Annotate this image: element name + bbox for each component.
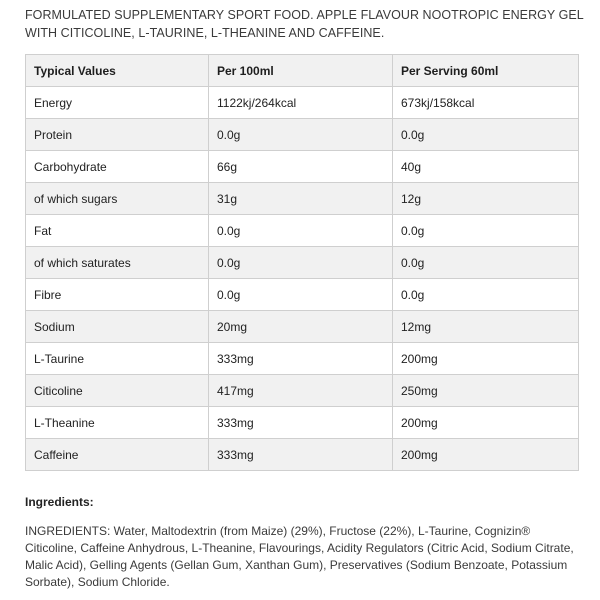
nutrient-name: of which sugars <box>26 183 209 215</box>
per-100ml-value: 1122kj/264kcal <box>209 87 393 119</box>
nutrient-name: of which saturates <box>26 247 209 279</box>
header-typical-values: Typical Values <box>26 55 209 87</box>
nutrient-name: Carbohydrate <box>26 151 209 183</box>
nutrient-name: Caffeine <box>26 439 209 471</box>
per-100ml-value: 0.0g <box>209 119 393 151</box>
nutrient-name: L-Theanine <box>26 407 209 439</box>
table-row <box>26 87 579 119</box>
header-per-100ml: Per 100ml <box>209 55 393 87</box>
table-row <box>26 247 579 279</box>
per-100ml-value: 31g <box>209 183 393 215</box>
per-serving-value: 0.0g <box>393 247 579 279</box>
per-serving-value: 40g <box>393 151 579 183</box>
per-100ml-value: 333mg <box>209 439 393 471</box>
per-100ml-value: 333mg <box>209 407 393 439</box>
nutrient-name: Fat <box>26 215 209 247</box>
table-row <box>26 343 579 375</box>
ingredients-text: INGREDIENTS: Water, Maltodextrin (from Maize) (29%), Fructose (22%), L-Taurine, Cognizin® Citicoline, Caffeine Anhydrous, L-Theanine, Flavourings, Acidity Regulators (Citric Acid, Sodium Citrate, Malic Acid), Gelling Agents (Gellan Gum, Xanthan Gum), Preservatives (Sodium Benzoate, Potassium Sorbate), Sodium Chloride. <box>25 524 574 589</box>
per-serving-value: 0.0g <box>393 279 579 311</box>
nutrient-name: Energy <box>26 87 209 119</box>
per-100ml-value: 0.0g <box>209 215 393 247</box>
per-serving-value: 200mg <box>393 407 579 439</box>
nutrient-name: Citicoline <box>26 375 209 407</box>
table-row <box>26 151 579 183</box>
nutrient-name: Sodium <box>26 311 209 343</box>
table-row <box>26 119 579 151</box>
table-row <box>26 407 579 439</box>
ingredients-heading: Ingredients: <box>25 495 94 509</box>
table-row <box>26 311 579 343</box>
per-100ml-value: 417mg <box>209 375 393 407</box>
per-100ml-value: 0.0g <box>209 247 393 279</box>
per-serving-value: 0.0g <box>393 119 579 151</box>
table-row <box>26 375 579 407</box>
per-serving-value: 200mg <box>393 439 579 471</box>
nutrition-table <box>25 54 579 471</box>
per-100ml-value: 0.0g <box>209 279 393 311</box>
table-row <box>26 183 579 215</box>
per-serving-value: 12g <box>393 183 579 215</box>
table-row <box>26 215 579 247</box>
nutrient-name: L-Taurine <box>26 343 209 375</box>
per-100ml-value: 333mg <box>209 343 393 375</box>
nutrient-name: Protein <box>26 119 209 151</box>
per-serving-value: 200mg <box>393 343 579 375</box>
per-serving-value: 250mg <box>393 375 579 407</box>
header-per-serving: Per Serving 60ml <box>393 55 579 87</box>
per-serving-value: 0.0g <box>393 215 579 247</box>
per-100ml-value: 66g <box>209 151 393 183</box>
table-row <box>26 279 579 311</box>
table-header-row <box>26 55 579 87</box>
product-description: FORMULATED SUPPLEMENTARY SPORT FOOD. APPLE FLAVOUR NOOTROPIC ENERGY GEL WITH CITICOLINE, L-TAURINE, L-THEANINE AND CAFFEINE. <box>25 8 584 40</box>
per-serving-value: 12mg <box>393 311 579 343</box>
per-serving-value: 673kj/158kcal <box>393 87 579 119</box>
per-100ml-value: 20mg <box>209 311 393 343</box>
table-row <box>26 439 579 471</box>
nutrient-name: Fibre <box>26 279 209 311</box>
